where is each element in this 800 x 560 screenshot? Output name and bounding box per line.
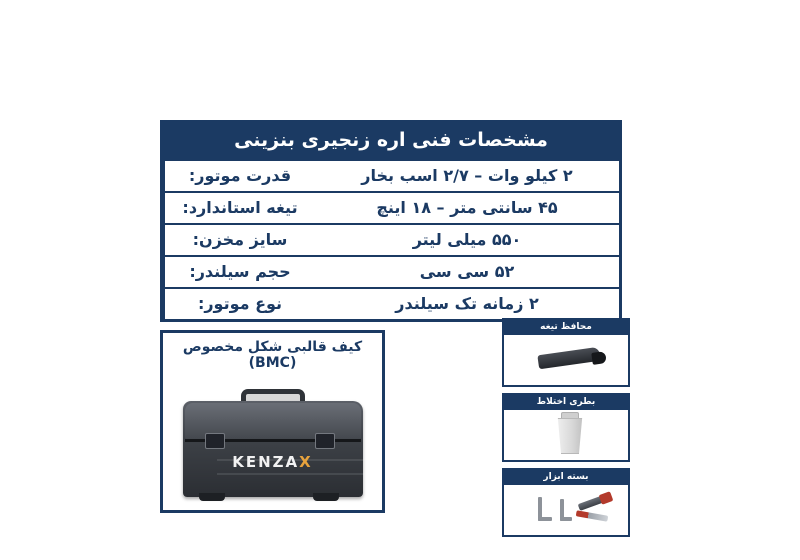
case-latch-icon (205, 433, 225, 449)
screwdriver-icon (576, 510, 609, 521)
allen-key-icon (538, 517, 552, 521)
spec-label: قدرت موتور: (163, 161, 315, 191)
table-row (163, 159, 619, 191)
spec-label: نوع موتور: (163, 289, 315, 319)
accessory-card-blade-guard (502, 318, 630, 387)
accessories-column (502, 318, 630, 543)
case-panel (160, 330, 385, 513)
tool-kit-icon (504, 485, 628, 531)
table-row (163, 191, 619, 223)
spec-table-title: مشخصات فنی اره زنجیری بنزینی (163, 123, 619, 159)
spec-value: ۴۵ سانتی متر – ۱۸ اینچ (376, 198, 558, 217)
spec-value: ۲ کیلو وات – ۲/۷ اسب بخار (361, 166, 573, 185)
case-foot (199, 493, 225, 501)
table-row (163, 287, 619, 319)
accessory-card-mixing-bottle (502, 393, 630, 462)
accessory-caption: محافظ تیغه (504, 320, 628, 335)
spec-label: تیغه استاندارد: (163, 193, 315, 223)
table-row (163, 255, 619, 287)
allen-key-icon (560, 517, 572, 521)
spec-value: ۵۵۰ میلی لیتر (412, 230, 522, 249)
accessory-card-tool-kit (502, 468, 630, 537)
case-illustration (163, 375, 382, 506)
brand-text: KENZA (232, 453, 300, 471)
accessory-caption: بطری اختلاط (504, 395, 628, 410)
mixing-bottle-icon (504, 410, 628, 456)
blade-guard-icon (504, 335, 628, 381)
spec-label: سایز مخزن: (163, 225, 315, 255)
table-row (163, 223, 619, 255)
spec-label: حجم سیلندر: (163, 257, 315, 287)
blade-guard-tip (591, 351, 607, 365)
brand-accent-text: X (299, 453, 313, 471)
spec-table (160, 120, 622, 322)
spec-value: ۲ زمانه تک سیلندر (395, 294, 539, 313)
accessory-caption: بسته ابزار (504, 470, 628, 485)
spec-value: ۵۲ سی سی (419, 262, 515, 281)
case-caption: کیف قالبی شکل مخصوص (BMC) (182, 339, 363, 371)
case-latch-icon (315, 433, 335, 449)
wrench-head-icon (599, 491, 614, 505)
case-foot (313, 493, 339, 501)
case-brand-logo (163, 453, 382, 471)
case-groove (217, 473, 369, 475)
bottle-body-shape (554, 418, 586, 454)
